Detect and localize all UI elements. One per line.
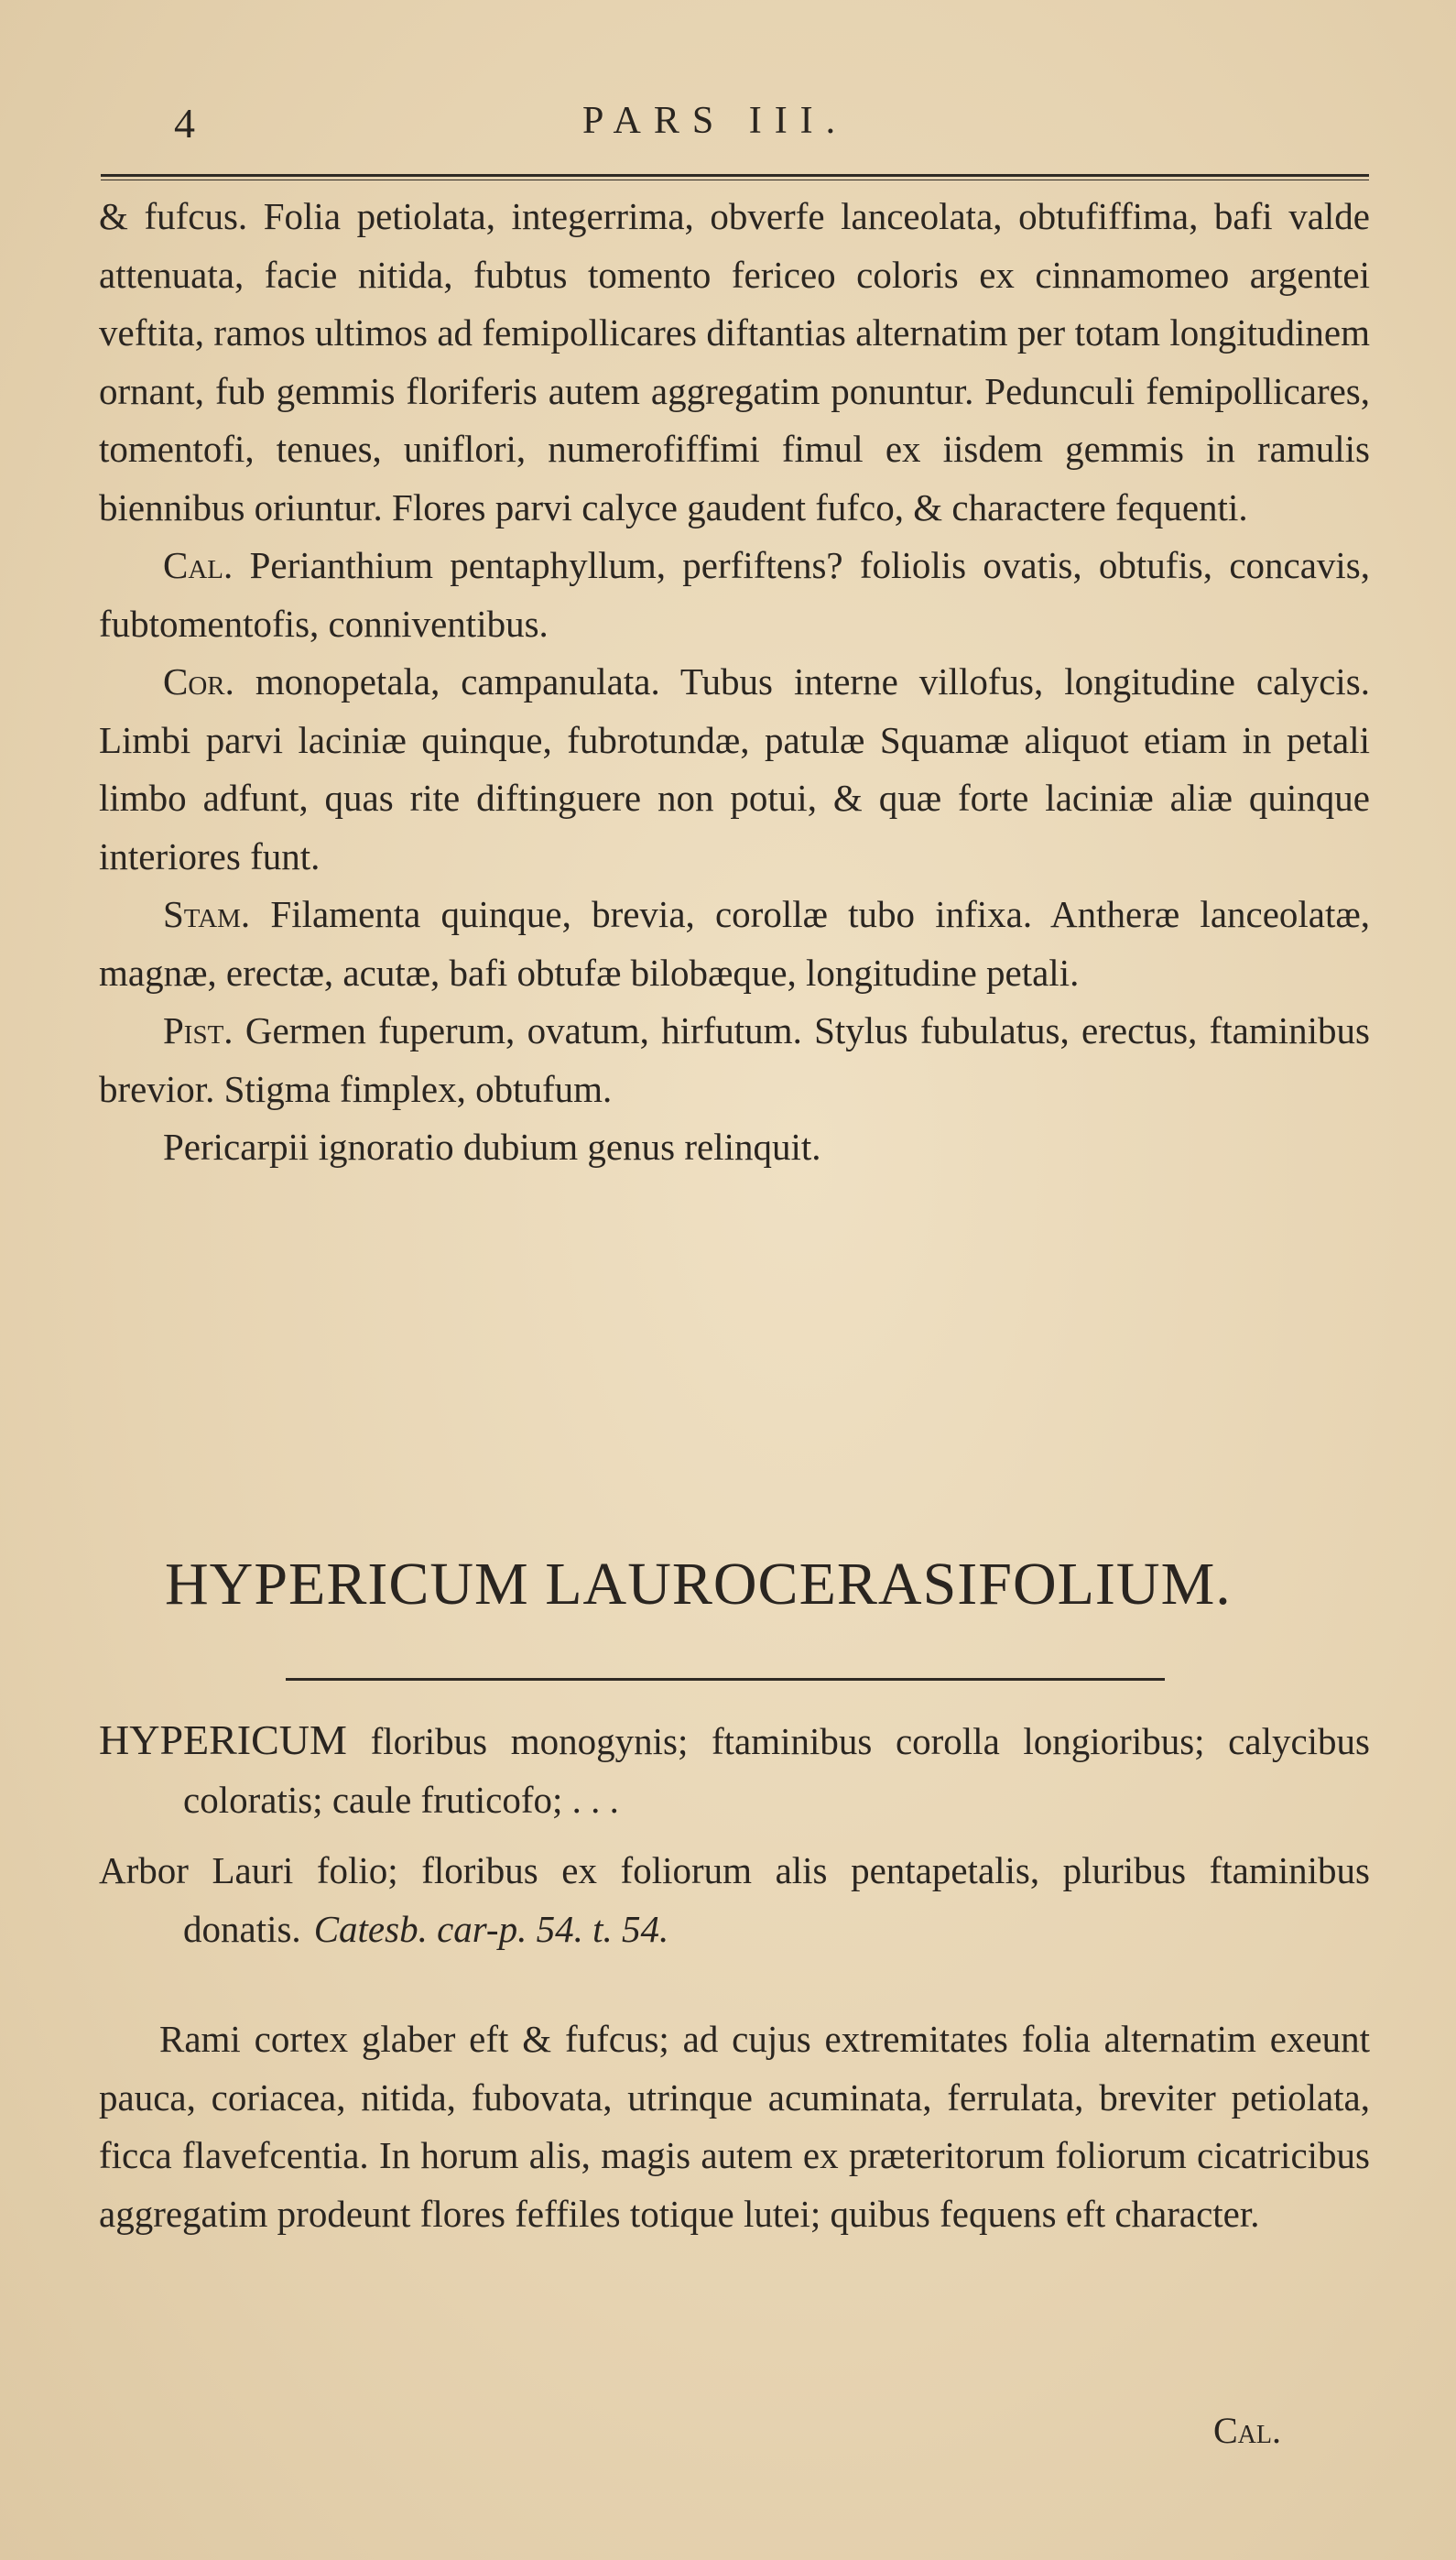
synonym-text: floribus monogynis; ftaminibus corolla longioribus; calycibus coloratis; caule fruticofo; . . . — [183, 1720, 1371, 1821]
catchword: Cal. — [1213, 2410, 1282, 2451]
character-text: Germen fuperum, ovatum, hirfutum. Stylus fubulatus, erectus, ftaminibus brevior. Stigma fimplex, obtufum. — [99, 1009, 1371, 1110]
character-text: Filamenta quinque, brevia, corollæ tubo infixa. Antheræ lanceolatæ, magnæ, erectæ, acutæ, bafi obtufæ bilobæque, longitudine petali. — [99, 893, 1370, 994]
character-label: Stam. — [163, 893, 251, 935]
synonym-entry — [99, 1711, 1370, 1829]
section-title: HYPERICUM LAUROCERASIFOLIUM. — [165, 1551, 1232, 1618]
character-text: monopetala, campanulata. Tubus interne villofus, longitudine calycis. Limbi parvi laciniæ quinque, fubrotundæ, patulæ Squamæ aliquot etiam in petali limbo adfunt, quas rite diftinguere non potui, & quæ forte laciniæ aliæ quinque interiores funt. — [99, 660, 1371, 877]
synonym-lead: HYPERICUM — [99, 1716, 347, 1763]
synonym-text: Lauri folio; floribus ex foliorum alis pentapetalis, pluribus ftaminibus donatis. — [183, 1849, 1370, 1950]
running-header — [0, 99, 1456, 154]
header-rule — [101, 174, 1369, 180]
description-block — [99, 188, 1370, 1177]
character-stamens — [99, 886, 1370, 1002]
character-label: Pist. — [163, 1009, 234, 1051]
character-pistil — [99, 1002, 1370, 1118]
synonym-list — [99, 1711, 1370, 1971]
title-rule — [286, 1678, 1165, 1681]
description-block-2 — [99, 2010, 1370, 2243]
character-label: Cor. — [163, 660, 234, 703]
character-corolla — [99, 653, 1370, 886]
closing-note: Pericarpii ignoratio dubium genus relinquit. — [163, 1126, 821, 1168]
description-paragraph-2: Rami cortex glaber eft & fufcus; ad cujus extremitates folia alternatim exeunt pauca, coriacea, nitida, fubovata, utrinque acuminata, ferrulata, breviter petiolata, ficca flavefcentia. In horum alis, magis autem ex præteritorum foliorum cicatricibus aggregatim prodeunt flores feffiles totique lutei; quibus fequens eft character. — [99, 2018, 1370, 2235]
description-paragraph: & fufcus. Folia petiolata, integerrima, obverfe lanceolata, obtufiffima, bafi valde attenuata, facie nitida, fubtus tomento fericeo coloris ex cinnamomeo argentei veftita, ramos ultimos ad femipollicares diftantias alternatim per totam longitudinem ornant, fub gemmis floriferis autem aggregatim ponuntur. Pedunculi femipollicares, tomentofi, tenues, uniflori, numerofiffimi fimul ex iisdem gemmis in ramulis biennibus oriuntur. Flores parvi calyce gaudent fufco, & charactere fequenti. — [99, 195, 1370, 528]
running-title: PARS III. — [582, 100, 849, 142]
page-number: 4 — [174, 100, 195, 147]
character-label: Cal. — [163, 544, 234, 586]
character-text: Perianthium pentaphyllum, perfiftens? foliolis ovatis, obtufis, concavis, fubtomentofis, conniventibus. — [99, 544, 1371, 645]
synonym-lead: Arbor — [99, 1849, 189, 1891]
synonym-entry — [99, 1842, 1370, 1958]
synonym-citation: Catesb. car-p. 54. t. 54. — [313, 1907, 669, 1950]
character-calyx — [99, 537, 1370, 653]
